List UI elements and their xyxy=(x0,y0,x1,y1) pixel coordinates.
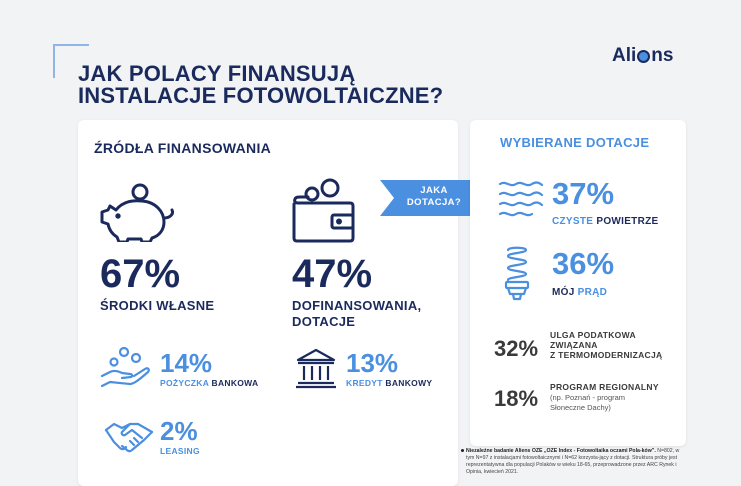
loan-label-dark: BANKOWA xyxy=(211,378,259,388)
regional-program-value: 18% xyxy=(494,386,539,411)
title-line-2: INSTALACJE FOTOWOLTAICZNE? xyxy=(78,83,444,108)
arrow-text-line-2: DOTACJA? xyxy=(406,197,462,208)
loan-label xyxy=(160,378,258,389)
footnote-bullet xyxy=(461,449,464,452)
funding-sources-panel xyxy=(78,120,458,486)
wind-icon xyxy=(498,178,544,218)
logo-text-pre: Ali xyxy=(612,45,637,66)
my-power-label-blue: PRĄD xyxy=(577,287,608,298)
credit-value: 13% xyxy=(346,348,399,378)
arrow-text-line-1: JAKA xyxy=(420,185,448,196)
tax-relief-value: 32% xyxy=(494,336,539,361)
piggy-bank-icon xyxy=(98,182,178,242)
page-title xyxy=(78,63,443,107)
tax-relief-label xyxy=(550,330,662,360)
handshake-icon xyxy=(104,418,154,454)
leasing-label xyxy=(160,446,200,457)
hand-coins-icon xyxy=(100,346,156,390)
footnote xyxy=(466,448,688,476)
bulb-icon xyxy=(500,246,534,302)
loan-value: 14% xyxy=(160,348,213,378)
wallet-icon xyxy=(290,178,360,244)
my-power-label-dark: MÓJ xyxy=(552,287,575,298)
globe-icon xyxy=(637,50,650,63)
footnote-text: N=802, w tym N=97 z instalacjami fotowoltaicznymi i N=62 korzysta-jący z dotacji. Struktura próby jest reprezentatywna dla populacji Polaków w wieku 18-65, przeprowadzone przez ARC Rynek i Opinia, kwiecień 2021. xyxy=(466,448,680,475)
subsidy-label-line-1: DOFINANSOWANIA, xyxy=(292,298,422,313)
tax-relief-line-3: Z TERMOMODERNIZACJĄ xyxy=(550,350,663,360)
regional-program-label: PROGRAM REGIONALNY xyxy=(550,382,659,392)
which-subsidy-text xyxy=(396,185,472,209)
tax-relief-line-1: ULGA PODATKOWA xyxy=(550,330,636,340)
credit-label xyxy=(346,378,432,389)
clean-air-label-dark: POWIETRZE xyxy=(596,216,659,227)
leasing-value: 2% xyxy=(160,416,198,446)
own-funds-label: ŚRODKI WŁASNE xyxy=(100,298,215,313)
own-funds-value: 67% xyxy=(100,252,181,296)
subsidy-value: 47% xyxy=(292,252,373,296)
subsidy-label xyxy=(292,298,421,330)
aliens-logo xyxy=(612,45,673,67)
clean-air-label xyxy=(552,216,659,227)
credit-label-dark: BANKOWY xyxy=(385,378,433,388)
regional-program-sub xyxy=(550,393,625,413)
funding-sources-title: ŹRÓDŁA FINANSOWANIA xyxy=(94,140,272,156)
my-power-value: 36% xyxy=(552,246,615,281)
title-line-1: JAK POLACY FINANSUJĄ xyxy=(78,61,356,86)
tax-relief-line-2: ZWIĄZANA xyxy=(550,340,598,350)
clean-air-value: 37% xyxy=(552,176,615,211)
regional-program-sub-2: Słoneczne Dachy) xyxy=(550,403,611,412)
my-power-label xyxy=(552,287,607,298)
logo-text-post: ns xyxy=(651,45,674,66)
bank-icon xyxy=(294,346,338,390)
clean-air-label-blue: CZYSTE xyxy=(552,216,594,227)
credit-label-blue: KREDYT xyxy=(346,378,383,388)
subsidy-label-line-2: DOTACJE xyxy=(292,314,356,329)
chosen-subsidies-title: WYBIERANE DOTACJE xyxy=(500,135,650,150)
leasing-label-blue: LEASING xyxy=(160,446,200,456)
chosen-subsidies-panel xyxy=(470,120,686,446)
loan-label-blue: POŻYCZKA xyxy=(160,378,209,388)
footnote-bold: Niezależne badanie Aliens OZE „OZE Index - Fotowoltaika oczami Pola-ków”. xyxy=(466,448,656,454)
regional-program-sub-1: (np. Poznań - program xyxy=(550,393,626,402)
